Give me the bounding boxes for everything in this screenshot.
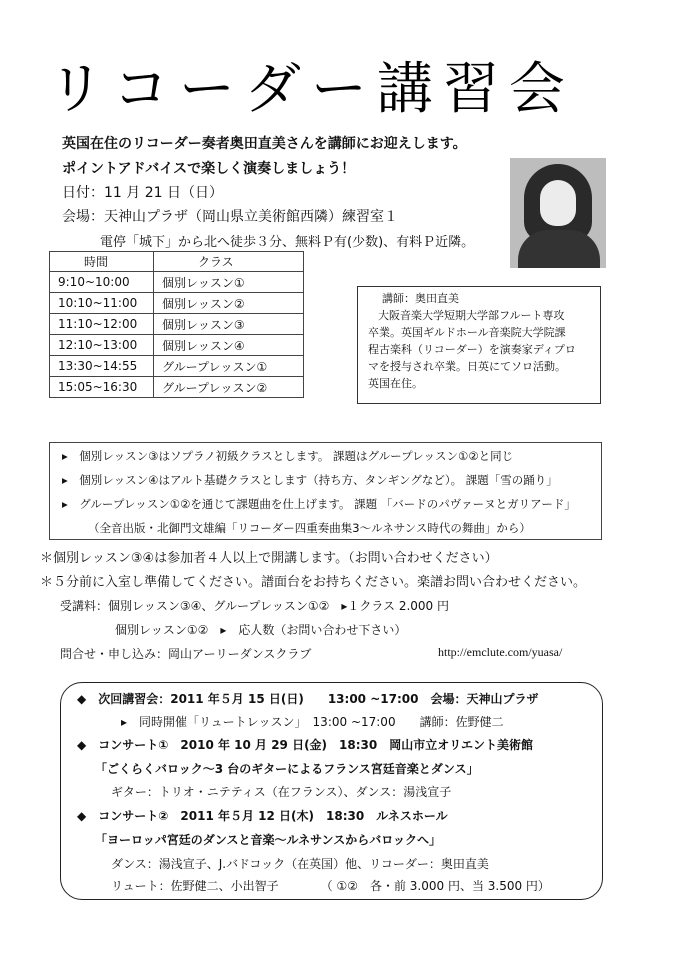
intro-line-1: 英国在住のリコーダー奏者奥田直美さんを講師にお迎えします。 bbox=[62, 136, 467, 152]
events-box bbox=[60, 682, 603, 900]
concert-2-lute-price: リュート：佐野健二、小出智子 （ ①② 各・前 3.000 円、当 3.500 円） bbox=[111, 879, 550, 893]
concert-2-performers: ダンス：湯浅宣子、J.バドコック（在英国）他、リコーダー：奥田直美 bbox=[111, 857, 489, 871]
course-notes-box bbox=[49, 442, 602, 540]
note-item: （全音出版・北御門文雄編「リコーダー四重奏曲集3～ルネサンス時代の舞曲」から） bbox=[88, 521, 531, 535]
page-title: リコーダー講習会 bbox=[48, 57, 575, 122]
header-class: クラス bbox=[154, 252, 304, 272]
schedule-table bbox=[49, 251, 304, 398]
concert-2-title: 「ヨーロッパ宮廷のダンスと音楽～ルネサンスからバロックへ」 bbox=[95, 833, 441, 847]
time-cell: 13:30~14:55 bbox=[50, 356, 154, 377]
time-cell: 12:10~13:00 bbox=[50, 335, 154, 356]
contact-line: 問合せ・申し込み：岡山アーリーダンスクラブ bbox=[60, 647, 312, 661]
schedule-header bbox=[50, 252, 304, 272]
time-cell: 15:05~16:30 bbox=[50, 377, 154, 398]
class-cell: グループレッスン② bbox=[154, 377, 304, 398]
class-cell: 個別レッスン④ bbox=[154, 335, 304, 356]
class-cell: 個別レッスン③ bbox=[154, 314, 304, 335]
lute-lesson: ▸ 同時開催「リュートレッスン」 13:00 ~17:00 講師：佐野健二 bbox=[121, 715, 504, 729]
class-cell: 個別レッスン② bbox=[154, 293, 304, 314]
fee-line-1: 受講料：個別レッスン③④、グループレッスン①② ▸１クラス 2.000 円 bbox=[60, 599, 449, 613]
date-line: 日付：11 月 21 日（日） bbox=[62, 185, 223, 201]
table-row bbox=[50, 293, 304, 314]
class-cell: グループレッスン① bbox=[154, 356, 304, 377]
access-line: 電停「城下」から北へ徒歩３分、無料Ｐ有(少数)、有料Ｐ近隣。 bbox=[100, 235, 475, 250]
profile-name: 講師：奥田直美 bbox=[382, 292, 459, 305]
profile-line: 英国在住。 bbox=[368, 377, 423, 390]
profile-line: 大阪音楽大学短期大学部フルート専攻 bbox=[378, 309, 565, 322]
fee-line-2: 個別レッスン①② ▸ 応人数（お問い合わせ下さい） bbox=[115, 623, 407, 637]
intro-line-2: ポイントアドバイスで楽しく演奏しましょう！ bbox=[62, 161, 356, 177]
concert-1-title: 「ごくらくバロック～3 台のギターによるフランス宮廷音楽とダンス」 bbox=[95, 762, 479, 776]
table-row bbox=[50, 377, 304, 398]
contact-url[interactable]: http://emclute.com/yuasa/ bbox=[438, 645, 563, 659]
header-time: 時間 bbox=[50, 252, 154, 272]
instructor-profile bbox=[357, 286, 601, 404]
class-cell: 個別レッスン① bbox=[154, 272, 304, 293]
info-note-1: ＊個別レッスン③④は参加者４人以上で開講します。（お問い合わせください） bbox=[40, 551, 498, 566]
note-item: ▸ グループレッスン①②を通じて課題曲を仕上げます。 課題 「バードのパヴァーヌとガリアード」 bbox=[62, 497, 576, 511]
profile-line: マを授与され卒業。日英にてソロ活動。 bbox=[368, 360, 566, 373]
note-item: ▸ 個別レッスン④はアルト基礎クラスとします（持ち方、タンギングなど）。 課題「雪の踊り」 bbox=[62, 473, 558, 487]
profile-line: 程古楽科（リコーダー）を演奏家ディプロ bbox=[368, 343, 576, 356]
table-row bbox=[50, 356, 304, 377]
concert-2: ◆ コンサート② 2011 年５月 12 日(木) 18:30 ルネスホール bbox=[77, 809, 448, 823]
concert-1: ◆ コンサート① 2010 年 10 月 29 日(金) 18:30 岡山市立オリエント美術館 bbox=[77, 738, 534, 752]
table-row bbox=[50, 335, 304, 356]
table-row bbox=[50, 314, 304, 335]
instructor-photo bbox=[510, 158, 606, 268]
time-cell: 9:10~10:00 bbox=[50, 272, 154, 293]
profile-line: 卒業。英国ギルドホール音楽院大学院課 bbox=[368, 326, 566, 339]
note-item: ▸ 個別レッスン③はソプラノ初級クラスとします。 課題はグループレッスン①②と同じ bbox=[62, 449, 514, 463]
next-workshop: ◆ 次回講習会：2011 年５月 15 日(日) 13:00 ~17:00 会場：天神山プラザ bbox=[77, 692, 539, 706]
venue-line: 会場：天神山プラザ（岡山県立美術館西隣）練習室１ bbox=[62, 209, 398, 225]
table-row bbox=[50, 272, 304, 293]
concert-1-performers: ギター：トリオ・ニテティス（在フランス）、ダンス：湯浅宣子 bbox=[111, 785, 452, 799]
time-cell: 11:10~12:00 bbox=[50, 314, 154, 335]
time-cell: 10:10~11:00 bbox=[50, 293, 154, 314]
info-note-2: ＊５分前に入室し準備してください。譜面台をお持ちください。楽譜お問い合わせください。 bbox=[40, 575, 587, 590]
